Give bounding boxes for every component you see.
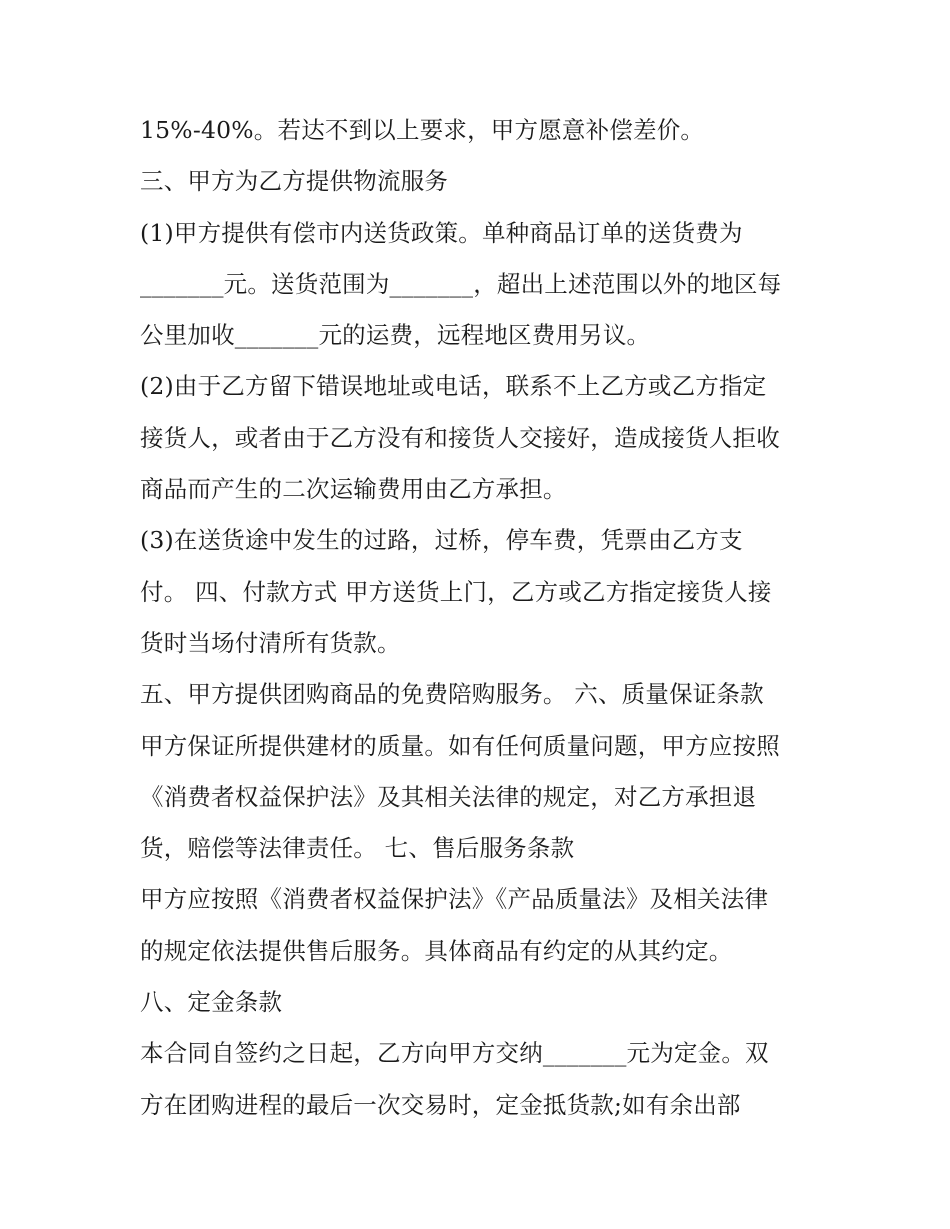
section-heading: 八、定金条款	[140, 988, 283, 1017]
text-line: 甲方应按照《消费者权益保护法》《产品质量法》及相关法律	[140, 885, 769, 914]
text-line: (2)由于乙方留下错误地址或电话，联系不上乙方或乙方指定	[140, 372, 767, 401]
text-line: 《消费者权益保护法》及其相关法律的规定，对乙方承担退	[140, 782, 757, 811]
section-heading: 三、甲方为乙方提供物流服务	[140, 167, 449, 196]
document-body	[140, 105, 830, 1131]
text-line: 商品而产生的二次运输费用由乙方承担。	[140, 475, 567, 504]
text-line: 15%-40%。若达不到以上要求，甲方愿意补偿差价。	[140, 116, 705, 144]
text-line: _______元。送货范围为_______，超出上述范围以外的地区每	[140, 269, 782, 298]
text-line: 接货人，或者由于乙方没有和接货人交接好，造成接货人拒收	[140, 423, 780, 452]
text-line: 付。 四、付款方式 甲方送货上门，乙方或乙方指定接货人接	[140, 577, 772, 606]
text-line: 公里加收_______元的运费，远程地区费用另议。	[140, 321, 651, 350]
text-line: 本合同自签约之日起，乙方向甲方交纳_______元为定金。双	[140, 1039, 769, 1068]
text-line: (1)甲方提供有偿市内送货政策。单种商品订单的送货费为	[140, 218, 743, 247]
text-line: 货，赔偿等法律责任。 七、售后服务条款	[140, 834, 575, 863]
text-line: 货时当场付清所有货款。	[140, 628, 401, 657]
text-line: (3)在送货途中发生的过路，过桥，停车费，凭票由乙方支	[140, 526, 743, 555]
text-line: 方在团购进程的最后一次交易时，定金抵货款;如有余出部	[140, 1090, 741, 1119]
text-line: 五、甲方提供团购商品的免费陪购服务。 六、质量保证条款	[140, 680, 764, 709]
text-line: 甲方保证所提供建材的质量。如有任何质量问题，甲方应按照	[140, 731, 780, 760]
text-line: 的规定依法提供售后服务。具体商品有约定的从其约定。	[140, 936, 733, 965]
